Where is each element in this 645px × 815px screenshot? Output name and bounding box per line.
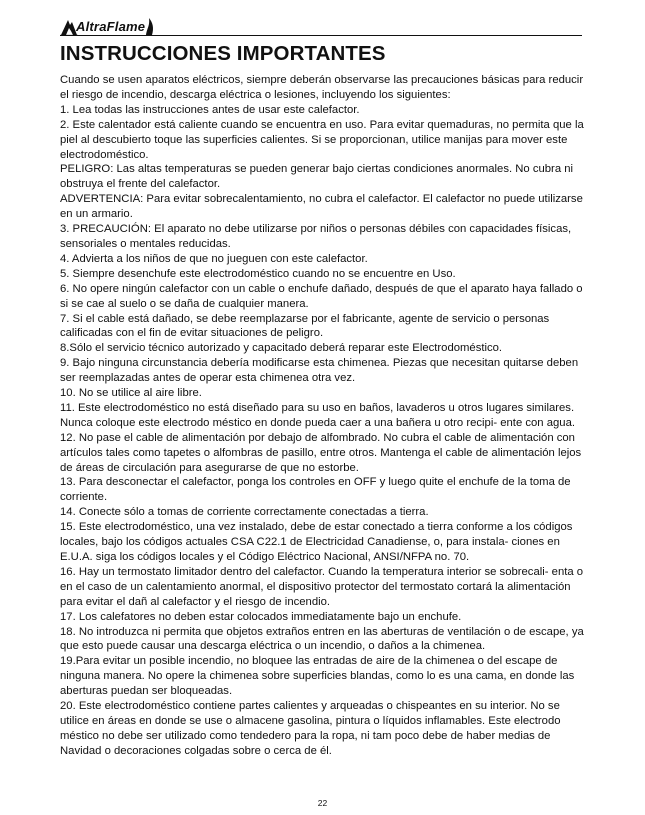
instruction-item: 12. No pase el cable de alimentación por debajo de alfombrado. No cubra el cable de alimentación con artículos tales como tapetes o alfombras de pasillo, entre otros. Mantenga el cable de alimentación lejos de áreas de circulación para asegurarse de que no estorbe. (60, 431, 582, 474)
caution-warning: ADVERTENCIA: Para evitar sobrecalentamiento, no cubra el calefactor. El calefactor no puede utilizarse en un armario. (60, 193, 583, 221)
instruction-item: 15. Este electrodoméstico, una vez instalado, debe de estar conectado a tierra conforme a los códigos locales, bajo los códigos actuales CSA C22.1 de Electricidad Canadiense, o, para instala- ciones en E.U.A. siga los códigos locales y el Código Eléctrico Nacional, ANSI/NFPA no. 70. (60, 521, 573, 563)
instruction-item: 19.Para evitar un posible incendio, no bloquee las entradas de aire de la chimenea o del escape de ninguna manera. No opere la chimenea sobre superficies blandas, como lo es una cama, en donde las aberturas puedan ser bloqueadas. (60, 655, 575, 698)
intro-paragraph: Cuando se usen aparatos eléctricos, siempre deberán observarse las precauciones básicas para reducir el riesgo de incendio, descarga eléctrica o lesiones, incluyendo los siguientes: (60, 74, 584, 101)
instruction-item: 9. Bajo ninguna circunstancia debería modificarse esta chimenea. Piezas que necesitan quitarse deben ser reemplazadas antes de operar esta chimenea otra vez. (60, 357, 579, 385)
instruction-item: 4. Advierta a los niños de que no jueguen con este calefactor. (60, 252, 368, 265)
instruction-item: 3. PRECAUCIÓN: El aparato no debe utilizarse por niños o personas débiles con capacidades físicas, sensoriales o mentales reducidas. (60, 223, 572, 250)
brand-name: AltraFlame (76, 19, 146, 34)
instruction-item: 14. Conecte sólo a tomas de corriente correctamente conectadas a tierra. (60, 506, 429, 519)
instruction-item: 18. No introduzca ni permita que objetos extraños entren en las aberturas de ventilación o de escape, ya que esto puede causar una descarga eléctrica o un incendio, o daños a la chimenea. (60, 625, 584, 653)
instruction-item: 17. Los calefatores no deben estar colocados immediatamente bajo un enchufe. (60, 610, 462, 623)
instruction-item: 13. Para desconectar el calefactor, ponga los controles en OFF y luego quite el enchufe de la toma de corriente. (60, 476, 571, 504)
instruction-item: 8.Sólo el servicio técnico autorizado y capacitado deberá reparar este Electrodoméstico. (60, 342, 503, 355)
instruction-item: 11. Este electrodoméstico no está diseñado para su uso en baños, lavaderos u otros lugares similares. Nunca coloque este electrodo méstico en donde pueda caer a una bañera u otro recipi- ente con agua. (60, 401, 575, 429)
instructions-body (60, 73, 585, 759)
page-title: INSTRUCCIONES IMPORTANTES (60, 42, 386, 65)
instruction-item: 7. Si el cable está dañado, se debe reemplazarse por el fabricante, agente de servicio o personas calificadas con el fin de evitar situaciones de peligro. (60, 312, 550, 340)
brand-logo (60, 12, 155, 36)
flame-accent-icon (145, 14, 155, 36)
instruction-item: 20. Este electrodoméstico contiene partes calientes y arqueadas o chispeantes en su interior. No se utilice en áreas en donde se use o almacene gasolina, pintura o líquidos inflamables. Este electrodo méstico no debe ser utilizado como tendedero para la ropa, ni tam poco debe de haber medias de Navidad o decoraciones colgadas sobre o cerca de él. (60, 700, 561, 757)
page-number: 22 (317, 798, 328, 808)
instruction-item: 5. Siempre desenchufe este electrodoméstico cuando no se encuentre en Uso. (60, 267, 456, 280)
danger-warning: PELIGRO: Las altas temperaturas se pueden generar bajo ciertas condiciones anormales. No cubra ni obstruya el frente del calefactor. (60, 163, 574, 191)
instruction-item: 10. No se utilice al aire libre. (60, 387, 202, 400)
instruction-item: 16. Hay un termostato limitador dentro del calefactor. Cuando la temperatura interior se sobrecali- enta o en el caso de un calentamiento anormal, el dispositivo protector del termostato cortará la alimentación para evitar el dañ al calefactor y el riesgo de incendio. (60, 565, 584, 608)
instruction-item: 2. Este calentador está caliente cuando se encuentra en uso. Para evitar quemaduras, no permita que la piel al descubierto toque las superficies calientes. Si se proporcionan, utilice manijas para mover este electrodoméstico. (60, 118, 584, 161)
instruction-item: 6. No opere ningún calefactor con un cable o enchufe dañado, después de que el aparato haya fallado o si se cae al suelo o se daña de cualquier manera. (60, 282, 583, 310)
header-divider (60, 35, 582, 36)
instruction-item: 1. Lea todas las instrucciones antes de usar este calefactor. (60, 103, 360, 116)
